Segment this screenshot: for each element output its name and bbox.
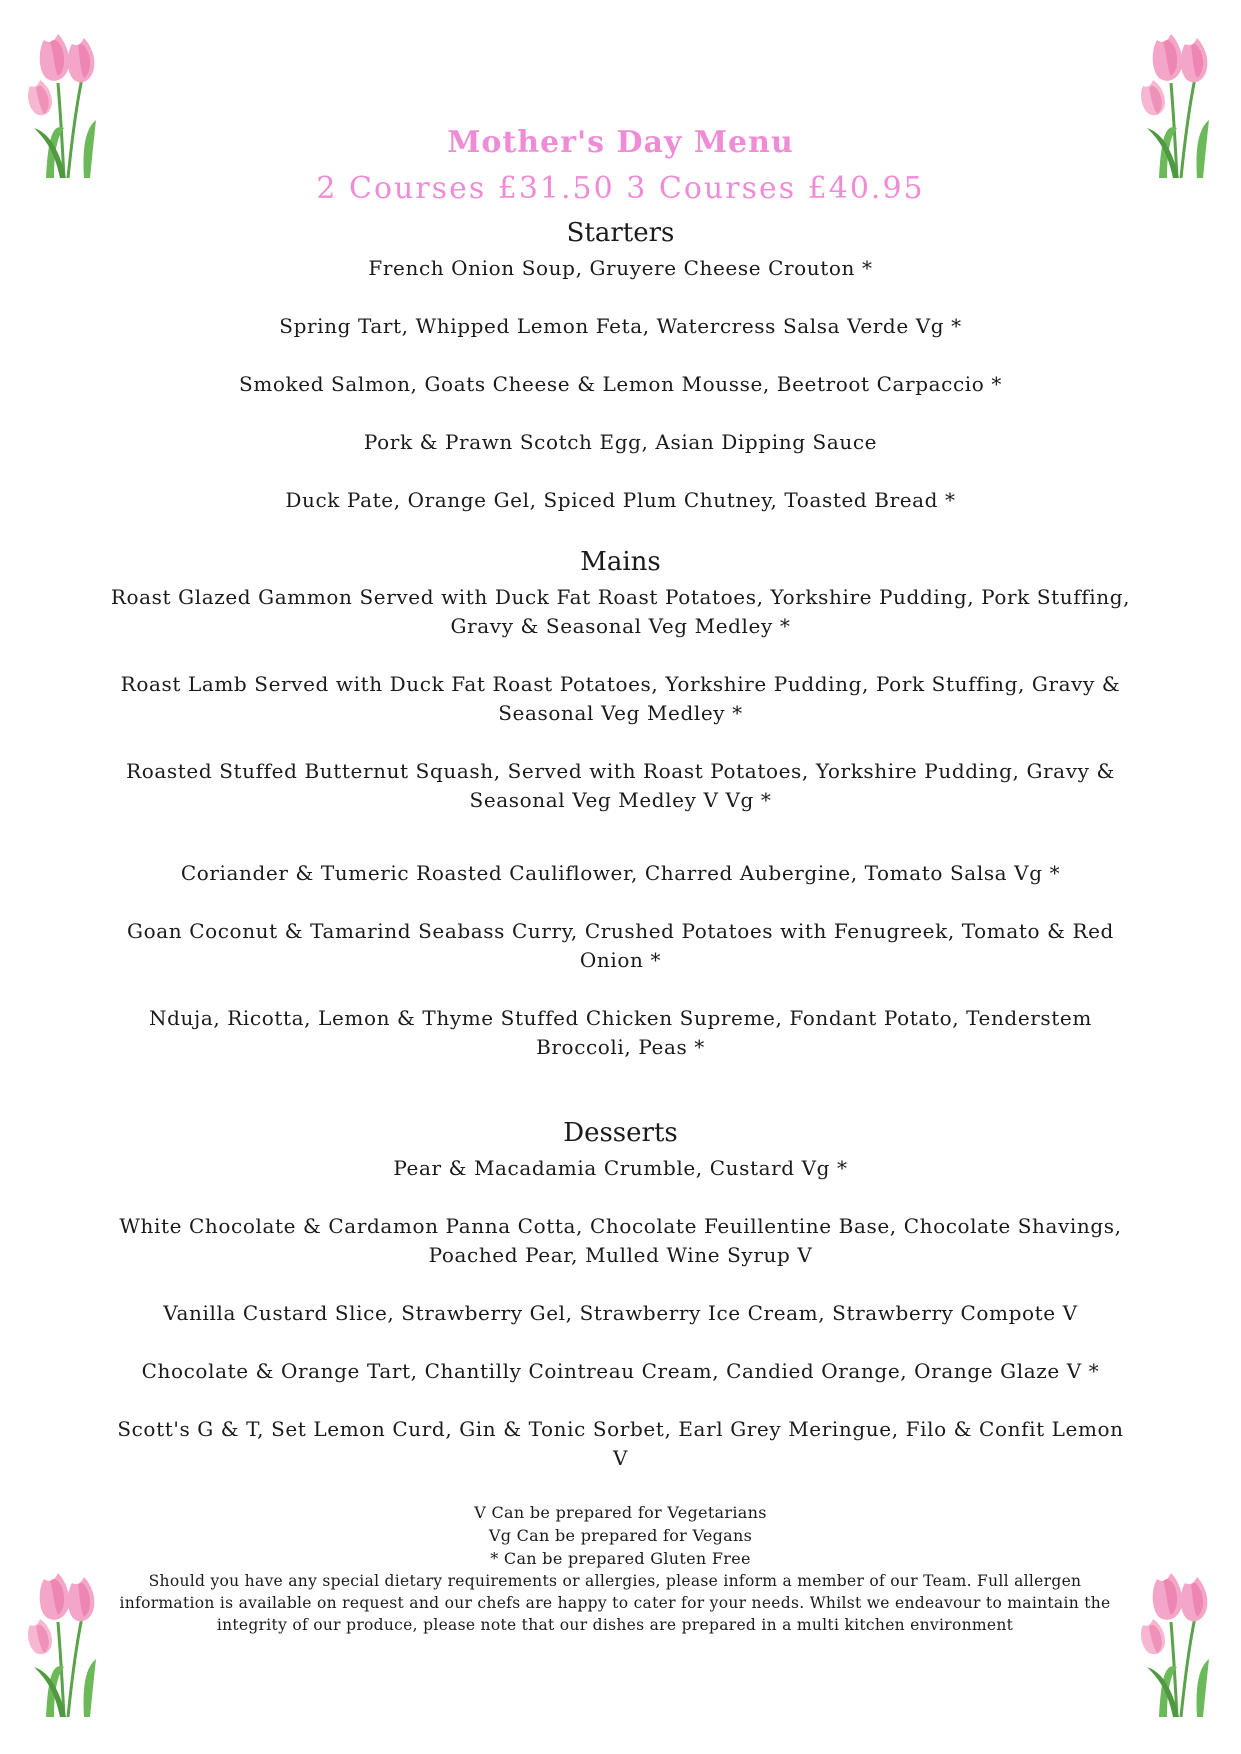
menu-item: Pork & Prawn Scotch Egg, Asian Dipping Sauce bbox=[363, 430, 878, 454]
menu-item: Spring Tart, Whipped Lemon Feta, Watercress Salsa Verde Vg * bbox=[279, 314, 962, 338]
menu-item: Duck Pate, Orange Gel, Spiced Plum Chutney, Toasted Bread * bbox=[285, 488, 956, 512]
menu-item: Roast Lamb Served with Duck Fat Roast Potatoes, Yorkshire Pudding, Pork Stuffing, Gravy & Seasonal Veg Medley * bbox=[120, 672, 1121, 725]
dietary-notes bbox=[110, 1501, 1131, 1636]
menu-item: Smoked Salmon, Goats Cheese & Lemon Mousse, Beetroot Carpaccio * bbox=[239, 372, 1002, 396]
menu-item: White Chocolate & Cardamon Panna Cotta, Chocolate Feuillentine Base, Chocolate Shavings, Poached Pear, Mulled Wine Syrup V bbox=[119, 1214, 1122, 1267]
menu-title: Mother's Day Menu bbox=[447, 125, 794, 160]
section-heading-starters: Starters bbox=[566, 218, 675, 248]
menu-item: Chocolate & Orange Tart, Chantilly Cointreau Cream, Candied Orange, Orange Glaze V * bbox=[141, 1359, 1100, 1383]
desserts-section bbox=[110, 1112, 1131, 1473]
vegetarian-note: V Can be prepared for Vegetarians bbox=[474, 1503, 767, 1522]
section-heading-mains: Mains bbox=[580, 547, 661, 577]
menu-item: Coriander & Tumeric Roasted Cauliflower, Charred Aubergine, Tomato Salsa Vg * bbox=[180, 861, 1061, 885]
menu-item: Vanilla Custard Slice, Strawberry Gel, Strawberry Ice Cream, Strawberry Compote V bbox=[163, 1301, 1078, 1325]
section-heading-desserts: Desserts bbox=[563, 1118, 678, 1148]
tulip-icon bbox=[24, 28, 104, 178]
tulip-icon bbox=[1137, 1567, 1217, 1717]
menu-item: Scott's G & T, Set Lemon Curd, Gin & Tonic Sorbet, Earl Grey Meringue, Filo & Confit Lemon V bbox=[117, 1417, 1124, 1470]
allergen-disclaimer: Should you have any special dietary requirements or allergies, please inform a member of our Team. Full allergen information is available on request and our chefs are happy to cater for your needs. Whilst we endeavour to maintain the integrity of our produce, please note that our dishes are prepared in a multi kitchen environment bbox=[119, 1572, 1111, 1634]
vegan-note: Vg Can be prepared for Vegans bbox=[488, 1526, 753, 1545]
mains-section bbox=[110, 541, 1131, 1062]
menu-item: Goan Coconut & Tamarind Seabass Curry, Crushed Potatoes with Fenugreek, Tomato & Red Onion * bbox=[127, 919, 1114, 972]
menu-pricing: 2 Courses £31.50 3 Courses £40.95 bbox=[316, 171, 925, 206]
starters-section bbox=[110, 212, 1131, 515]
menu-item: French Onion Soup, Gruyere Cheese Crouton * bbox=[368, 256, 873, 280]
tulip-icon bbox=[1137, 28, 1217, 178]
tulip-icon bbox=[24, 1567, 104, 1717]
menu-item: Pear & Macadamia Crumble, Custard Vg * bbox=[393, 1156, 848, 1180]
menu bbox=[110, 120, 1131, 1636]
menu-item: Roasted Stuffed Butternut Squash, Served with Roast Potatoes, Yorkshire Pudding, Gravy & Seasonal Veg Medley V Vg * bbox=[126, 759, 1115, 812]
menu-item: Nduja, Ricotta, Lemon & Thyme Stuffed Chicken Supreme, Fondant Potato, Tenderstem Broccoli, Peas * bbox=[149, 1006, 1092, 1059]
gluten-free-note: * Can be prepared Gluten Free bbox=[490, 1549, 751, 1568]
menu-item: Roast Glazed Gammon Served with Duck Fat Roast Potatoes, Yorkshire Pudding, Pork Stuffing, Gravy & Seasonal Veg Medley * bbox=[110, 585, 1131, 638]
